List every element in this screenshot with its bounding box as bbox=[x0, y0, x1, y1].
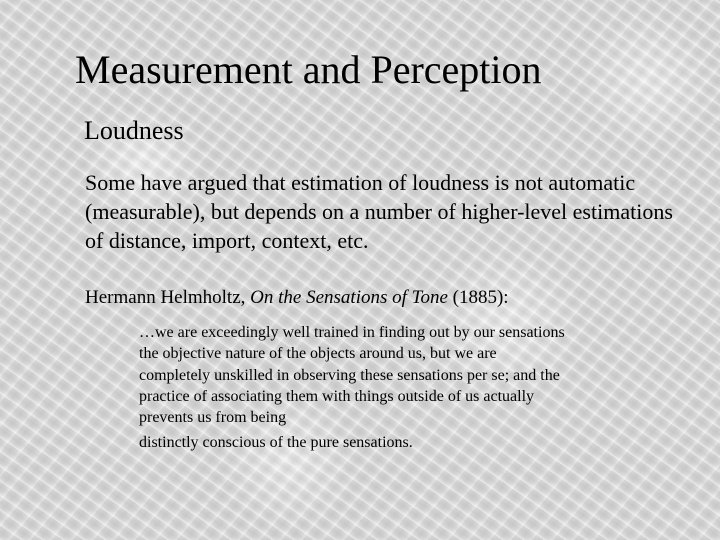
slide-subtitle: Loudness bbox=[84, 116, 184, 145]
slide-title: Measurement and Perception bbox=[75, 47, 542, 92]
block-quote bbox=[139, 322, 569, 454]
quote-final-line: distinctly conscious of the pure sensations. bbox=[139, 434, 413, 452]
body-paragraph: Some have argued that estimation of loudness is not automatic (measurable), but depends on a number of higher-level estimations of distance, import, context, etc. bbox=[85, 170, 673, 253]
quote-main-text: …we are exceedingly well trained in finding out by our sensations the objective nature of the objects around us, but we are completely unskilled in observing these sensations per se; and the practice of associating them with things outside of us actually prevents us from being bbox=[139, 324, 565, 427]
citation-work-title: On the Sensations of Tone bbox=[250, 287, 448, 308]
citation-author: Hermann Helmholtz, bbox=[85, 287, 251, 308]
citation-year: (1885): bbox=[447, 287, 509, 308]
citation bbox=[85, 286, 685, 310]
